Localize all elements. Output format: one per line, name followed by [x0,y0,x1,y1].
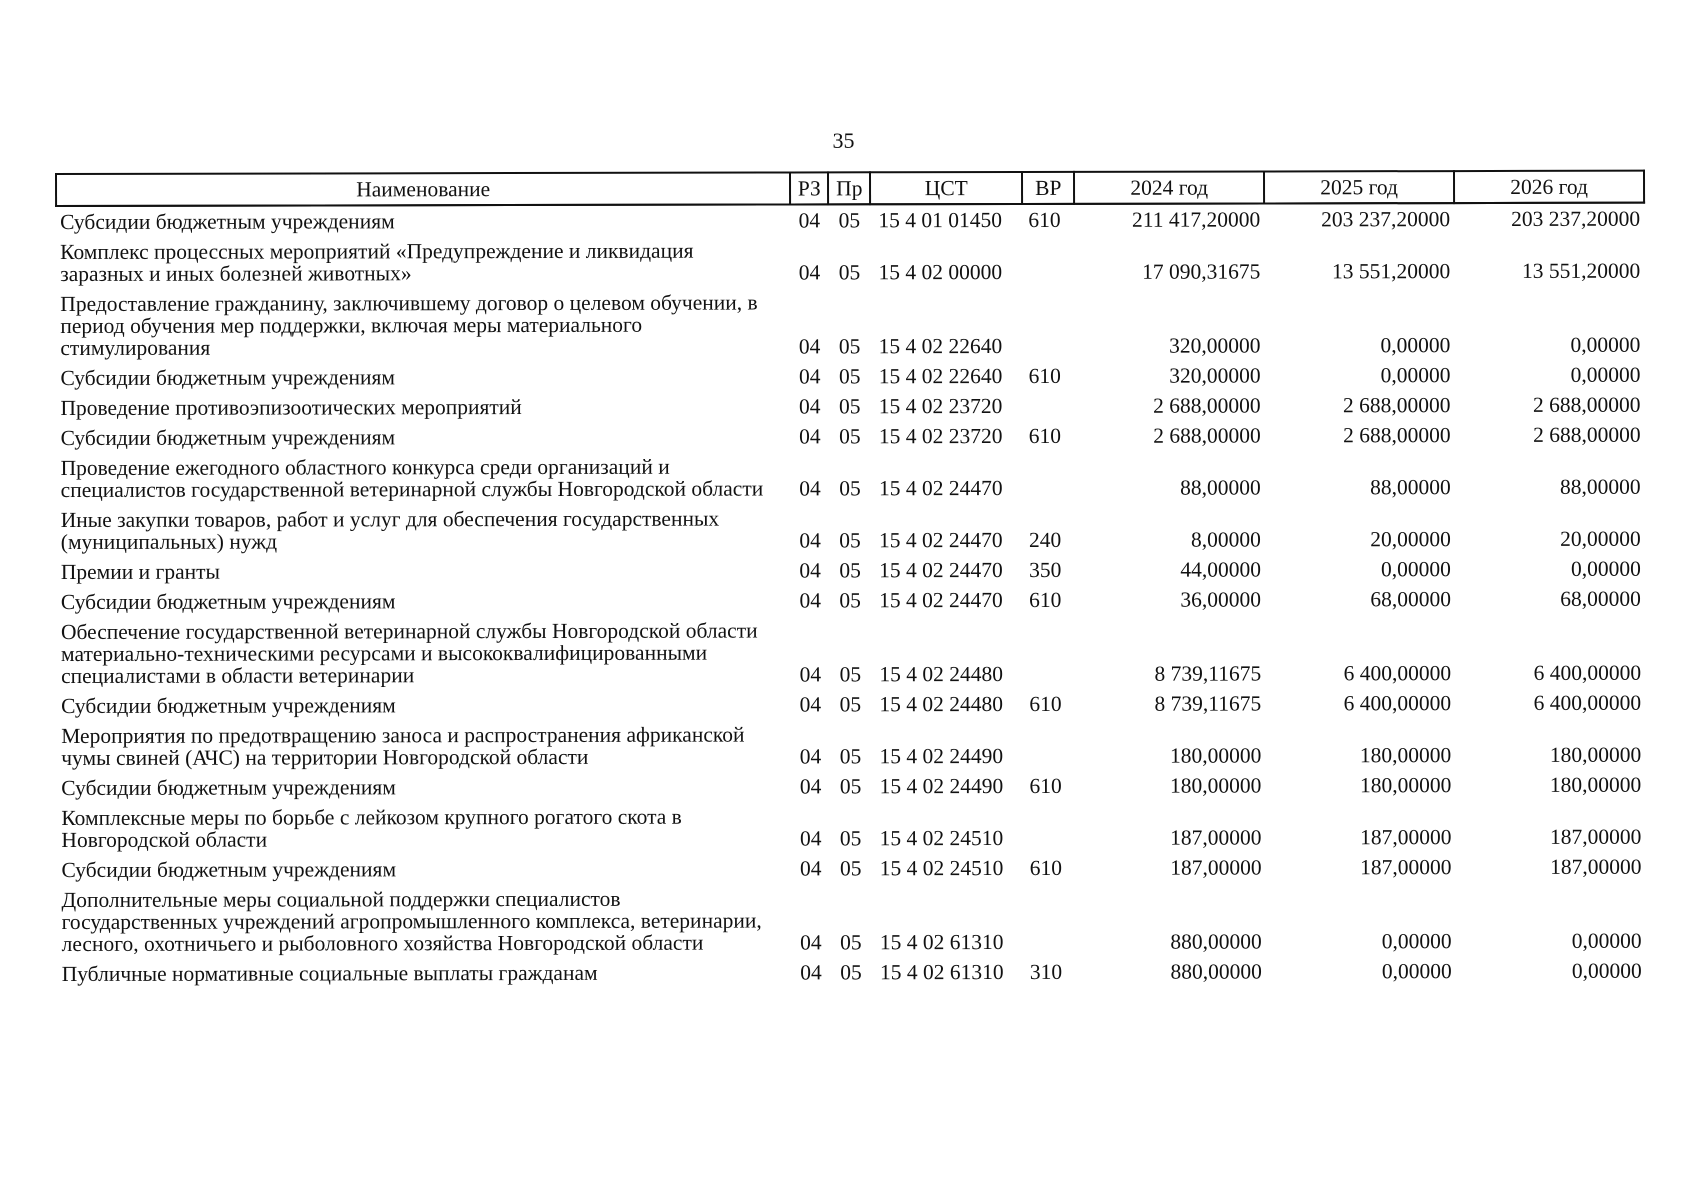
cell-cst: 15 4 02 24470 [879,558,1003,583]
cell-2025: 187,00000 [1360,855,1452,880]
table-body [56,203,1646,989]
cell-cst: 15 4 02 24510 [879,856,1004,881]
cell-pr: 05 [839,774,862,799]
cell-2025: 13 551,20000 [1331,259,1451,284]
cell-rz: 04 [799,692,822,717]
header-pr: Пр [828,172,870,204]
cell-vr [1023,615,1075,689]
cell-2025: 0,00000 [1380,557,1451,582]
cell-cst: 15 4 02 23720 [878,394,1003,419]
cell-vr: 610 [1028,363,1061,388]
header-name: Наименование [56,172,790,206]
header-2024: 2024 год [1074,171,1264,203]
cell-cst: 15 4 02 23720 [878,424,1003,449]
header-2026: 2026 год [1454,171,1644,203]
cell-name: Субсидии бюджетным учреждениям [60,589,396,614]
cell-vr: 350 [1029,557,1062,582]
cell-vr: 610 [1028,423,1062,448]
cell-2025: 68,00000 [1370,587,1451,612]
cell-name: Премии и гранты [60,559,221,584]
table-row [56,234,1644,289]
cell-vr [1022,235,1074,287]
cell-2026: 0,00000 [1571,928,1642,953]
table-row [57,688,1645,721]
cell-2024: 320,00000 [1169,363,1261,388]
cell-vr: 310 [1029,959,1063,984]
cell-name: Проведение ежегодного областного конкурса среди организаций и специалистов государственной ветеринарной службы Новгородской области [60,454,764,502]
cell-vr: 610 [1029,691,1062,716]
cell-2025: 6 400,00000 [1343,691,1452,716]
cell-2024: 88,00000 [1180,475,1261,500]
cell-2024: 44,00000 [1180,557,1261,582]
cell-2026: 203 237,20000 [1511,206,1641,231]
cell-pr: 05 [839,528,861,553]
cell-pr: 05 [839,662,862,687]
cell-rz: 04 [798,260,821,285]
cell-2025: 6 400,00000 [1343,661,1452,686]
cell-2024: 180,00000 [1169,743,1262,768]
table-row [57,852,1645,885]
cell-2025: 0,00000 [1381,959,1452,984]
cell-2024: 180,00000 [1170,773,1262,798]
table-row [57,584,1645,617]
cell-pr: 05 [838,394,861,419]
table-row [57,718,1645,773]
page-number: 35 [832,128,855,153]
cell-name: Иные закупки товаров, работ и услуг для обеспечения государственных (муниципальных) нужд [60,506,720,554]
cell-vr [1022,287,1074,361]
cell-vr: 610 [1029,855,1062,880]
cell-rz: 04 [800,930,822,955]
cell-name: Субсидии бюджетным учреждениям [61,693,396,718]
table-row [57,882,1645,959]
cell-vr: 240 [1028,527,1062,552]
budget-table [55,170,1647,989]
table-row [57,614,1645,691]
cell-2026: 180,00000 [1549,742,1642,767]
cell-2025: 2 688,00000 [1343,423,1451,448]
cell-2026: 0,00000 [1570,362,1641,387]
cell-pr: 05 [840,960,862,985]
cell-2026: 0,00000 [1570,332,1641,357]
cell-vr [1023,719,1075,771]
cell-cst: 15 4 02 22640 [878,334,1003,359]
cell-2025: 20,00000 [1370,527,1451,552]
table-row [57,450,1645,505]
cell-vr [1024,801,1076,853]
header-row [56,171,1644,206]
cell-2024: 2 688,00000 [1153,393,1261,418]
table-row [57,554,1645,587]
cell-2024: 8 739,11675 [1154,691,1262,716]
cell-pr: 05 [839,476,861,501]
cell-2025: 203 237,20000 [1321,207,1451,232]
cell-2025: 0,00000 [1381,929,1452,954]
table-header [56,171,1644,206]
cell-2024: 211 417,20000 [1131,207,1261,232]
header-2025: 2025 год [1264,171,1454,203]
header-rz: РЗ [790,172,828,204]
table-row [57,800,1645,855]
cell-rz: 04 [799,588,821,613]
cell-pr: 05 [839,424,861,449]
table-row [56,203,1644,237]
cell-2026: 68,00000 [1560,586,1641,611]
cell-vr: 610 [1029,773,1062,798]
cell-2026: 187,00000 [1549,824,1642,849]
cell-2024: 880,00000 [1170,959,1262,984]
table-row [56,286,1644,363]
cell-2025: 2 688,00000 [1342,393,1451,418]
cell-2025: 180,00000 [1359,743,1452,768]
cell-pr: 05 [838,208,861,233]
cell-cst: 15 4 02 61310 [879,930,1004,955]
table-row [57,420,1645,453]
cell-name: Субсидии бюджетным учреждениям [60,209,395,234]
cell-name: Проведение противоэпизоотических мероприятий [60,395,522,420]
table-row [57,502,1645,557]
cell-2026: 180,00000 [1549,772,1642,797]
cell-2024: 187,00000 [1170,855,1262,880]
cell-2025: 0,00000 [1380,363,1451,388]
cell-2025: 88,00000 [1370,475,1451,500]
cell-name: Дополнительные меры социальной поддержки специалистов государственных учреждений агропромышленного комплекса, ветеринарии, лесного, охотничьего и рыболовного хозяйства Новгородской области [61,886,762,956]
cell-rz: 04 [799,476,821,501]
cell-rz: 04 [799,744,822,769]
cell-vr [1023,391,1075,421]
cell-name: Субсидии бюджетным учреждениям [61,775,396,800]
cell-name: Субсидии бюджетным учреждениям [60,365,396,390]
table-row [58,956,1646,989]
table-row [57,770,1645,803]
cell-2026: 2 688,00000 [1532,392,1641,417]
cell-pr: 05 [838,364,861,389]
cell-cst: 15 4 02 22640 [878,364,1003,389]
cell-rz: 04 [799,856,822,881]
cell-cst: 15 4 02 61310 [879,960,1004,985]
cell-rz: 04 [799,558,821,583]
table-row [56,360,1644,393]
cell-2026: 6 400,00000 [1533,660,1642,685]
cell-pr: 05 [839,744,862,769]
cell-cst: 15 4 02 24470 [879,588,1003,613]
cell-2026: 2 688,00000 [1533,422,1641,447]
cell-name: Мероприятия по предотвращению заноса и распространения африканской чумы свиней (АЧС) на территории Новгородской области [61,722,745,770]
cell-2025: 180,00000 [1359,773,1452,798]
cell-2024: 320,00000 [1169,333,1261,358]
cell-2026: 88,00000 [1560,474,1641,499]
header-vr: ВР [1022,172,1074,204]
cell-cst: 15 4 02 24480 [879,692,1004,717]
cell-2024: 2 688,00000 [1153,423,1261,448]
cell-cst: 15 4 02 24490 [879,744,1004,769]
cell-name: Комплекс процессных мероприятий «Предупреждение и ликвидация заразных и иных болезней животных» [60,238,694,286]
cell-2024: 17 090,31675 [1142,259,1261,284]
cell-cst: 15 4 02 24470 [879,528,1003,553]
table-row [56,390,1644,423]
header-cst: ЦСТ [870,172,1022,204]
cell-rz: 04 [799,528,821,553]
cell-cst: 15 4 02 24470 [878,476,1003,501]
cell-2024: 8,00000 [1190,527,1261,552]
cell-cst: 15 4 02 00000 [878,260,1003,285]
cell-name: Публичные нормативные социальные выплаты гражданам [61,960,598,986]
cell-2024: 8 739,11675 [1154,661,1262,686]
cell-pr: 05 [839,558,861,583]
cell-vr [1023,451,1075,503]
cell-2025: 0,00000 [1380,333,1451,358]
cell-rz: 04 [798,334,821,359]
cell-rz: 04 [798,208,821,233]
cell-2026: 0,00000 [1570,556,1641,581]
cell-pr: 05 [838,334,861,359]
cell-rz: 04 [799,424,821,449]
cell-2024: 880,00000 [1170,929,1262,954]
cell-name: Субсидии бюджетным учреждениям [61,857,397,882]
cell-name: Субсидии бюджетным учреждениям [60,425,396,450]
cell-pr: 05 [840,930,862,955]
cell-vr: 610 [1029,587,1062,612]
cell-2025: 187,00000 [1360,825,1452,850]
cell-name: Обеспечение государственной ветеринарной службы Новгородской области материально-техническими ресурсами и высококвалифицированными специалистами в области ветеринарии [60,618,758,688]
cell-pr: 05 [839,692,862,717]
cell-cst: 15 4 01 01450 [878,208,1003,233]
cell-pr: 05 [838,260,861,285]
cell-rz: 04 [799,774,822,799]
cell-pr: 05 [839,588,861,613]
cell-2024: 187,00000 [1170,825,1262,850]
cell-2026: 0,00000 [1571,958,1642,983]
cell-vr [1024,883,1076,957]
cell-pr: 05 [839,856,862,881]
cell-2024: 36,00000 [1180,587,1262,612]
cell-name: Предоставление гражданину, заключившему договор о целевом обучении, в период обучения мер поддержки, включая меры материального стимулирования [60,290,758,360]
cell-name: Комплексные меры по борьбе с лейкозом крупного рогатого скота в Новгородской области [61,804,682,852]
cell-2026: 6 400,00000 [1533,690,1642,715]
cell-cst: 15 4 02 24490 [879,774,1004,799]
cell-rz: 04 [798,364,821,389]
cell-rz: 04 [798,394,821,419]
cell-cst: 15 4 02 24480 [879,662,1003,687]
cell-rz: 04 [800,960,822,985]
cell-pr: 05 [839,826,862,851]
cell-2026: 20,00000 [1560,526,1641,551]
cell-rz: 04 [799,826,822,851]
cell-2026: 13 551,20000 [1521,258,1641,283]
cell-2026: 187,00000 [1550,854,1642,879]
cell-vr: 610 [1028,207,1061,232]
cell-rz: 04 [799,662,822,687]
cell-cst: 15 4 02 24510 [879,826,1004,851]
